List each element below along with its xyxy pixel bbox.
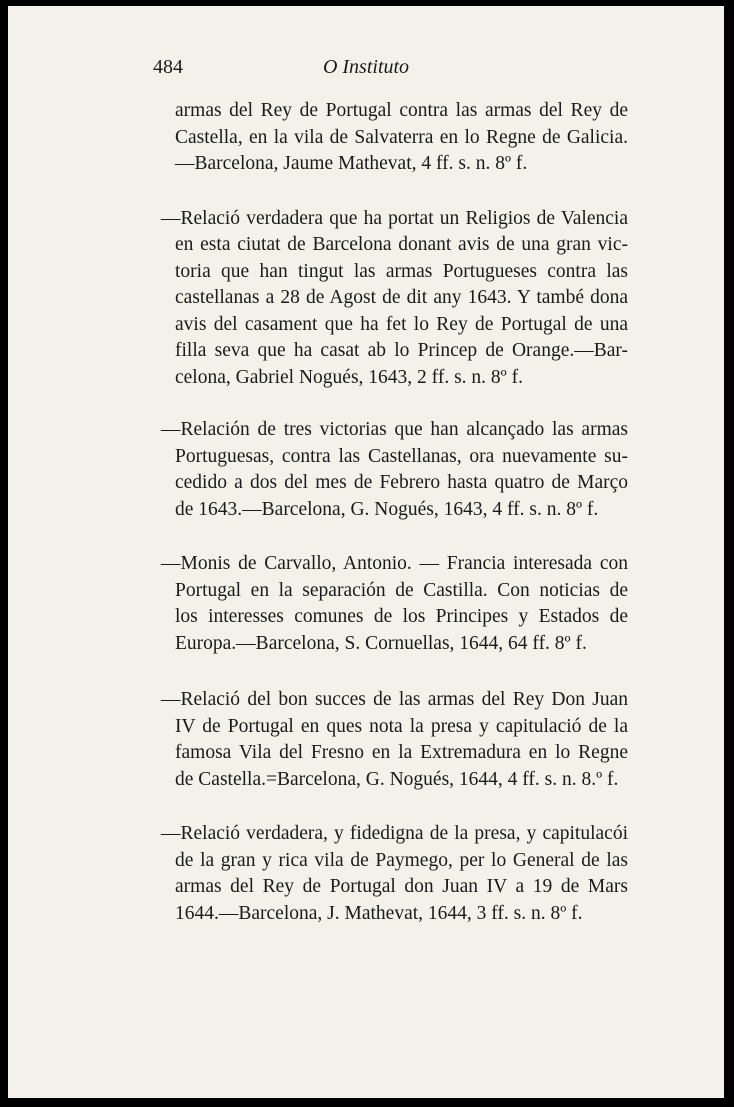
text-line: Europa.—Barcelona, S. Cornuellas, 1644, 64 ff. 8º f.: [175, 632, 587, 654]
text-line: —Relació del bon succes de las armas del Rey Don Juan: [161, 689, 628, 710]
text-line: 1644.—Barcelona, J. Mathevat, 1644, 3 ff. s. n. 8º f.: [175, 902, 583, 924]
text-line: armas del Rey de Portugal don Juan IV a 19 de Mars: [175, 876, 628, 897]
text-line: Portugal en la separación de Castilla. Con noticias de: [175, 579, 628, 601]
text-line: de la gran y rica vila de Paymego, per lo General de las: [175, 849, 628, 871]
text-line: castellanas a 28 de Agost de dit any 1643. Y també dona: [175, 287, 628, 308]
text-line: los interesses comunes de los Principes y Estados de: [175, 606, 628, 627]
bibliography-entry: [161, 206, 628, 392]
text-line: famosa Vila del Fresno en la Extremadura en lo Regne: [175, 742, 628, 763]
running-title: O Instituto: [322, 56, 410, 78]
text-line: Castella, en la vila de Salvaterra en lo Regne de Galicia.: [175, 126, 628, 148]
book-page: [8, 6, 724, 1098]
text-line: —Barcelona, Jaume Mathevat, 4 ff. s. n. 8º f.: [175, 153, 528, 174]
text-line: celona, Gabriel Nogués, 1643, 2 ff. s. n. 8º f.: [175, 366, 523, 388]
text-line: de 1643.—Barcelona, G. Nogués, 1643, 4 ff. s. n. 8º f.: [175, 498, 599, 520]
text-line: toria que han tingut las armas Portugueses contra las: [175, 260, 628, 282]
bibliography-entries: [8, 98, 724, 951]
text-line: en esta ciutat de Barcelona donant avis de una gran vic-: [175, 234, 628, 255]
bibliography-entry: [161, 417, 628, 523]
text-line: —Relació verdadera que ha portat un Religios de Valencia: [161, 207, 628, 229]
text-line: de Castella.=Barcelona, G. Nogués, 1644, 4 ff. s. n. 8.º f.: [175, 768, 619, 790]
page-number: 484: [153, 56, 183, 78]
page-header: [8, 56, 724, 84]
bibliography-entry: [161, 821, 628, 927]
bibliography-entry: [161, 687, 628, 793]
text-line: avis del casament que ha fet lo Rey de Portugal de una: [175, 313, 628, 335]
text-line: Portuguesas, contra las Castellanas, ora nuevamente su-: [175, 445, 628, 467]
bibliography-entry: [175, 98, 628, 178]
text-line: cedido a dos del mes de Febrero hasta quatro de Março: [175, 472, 628, 493]
text-line: filla seva que ha casat ab lo Princep de Orange.—Bar-: [175, 340, 628, 361]
bibliography-entry: [161, 551, 628, 657]
text-line: armas del Rey de Portugal contra las armas del Rey de: [175, 100, 628, 121]
text-line: IV de Portugal en ques nota la presa y capitulació de la: [175, 715, 628, 737]
text-line: —Monis de Carvallo, Antonio. — Francia interesada con: [161, 553, 628, 574]
text-line: —Relació verdadera, y fidedigna de la presa, y capitulacói: [161, 823, 628, 844]
text-line: —Relación de tres victorias que han alcançado las armas: [161, 419, 628, 440]
